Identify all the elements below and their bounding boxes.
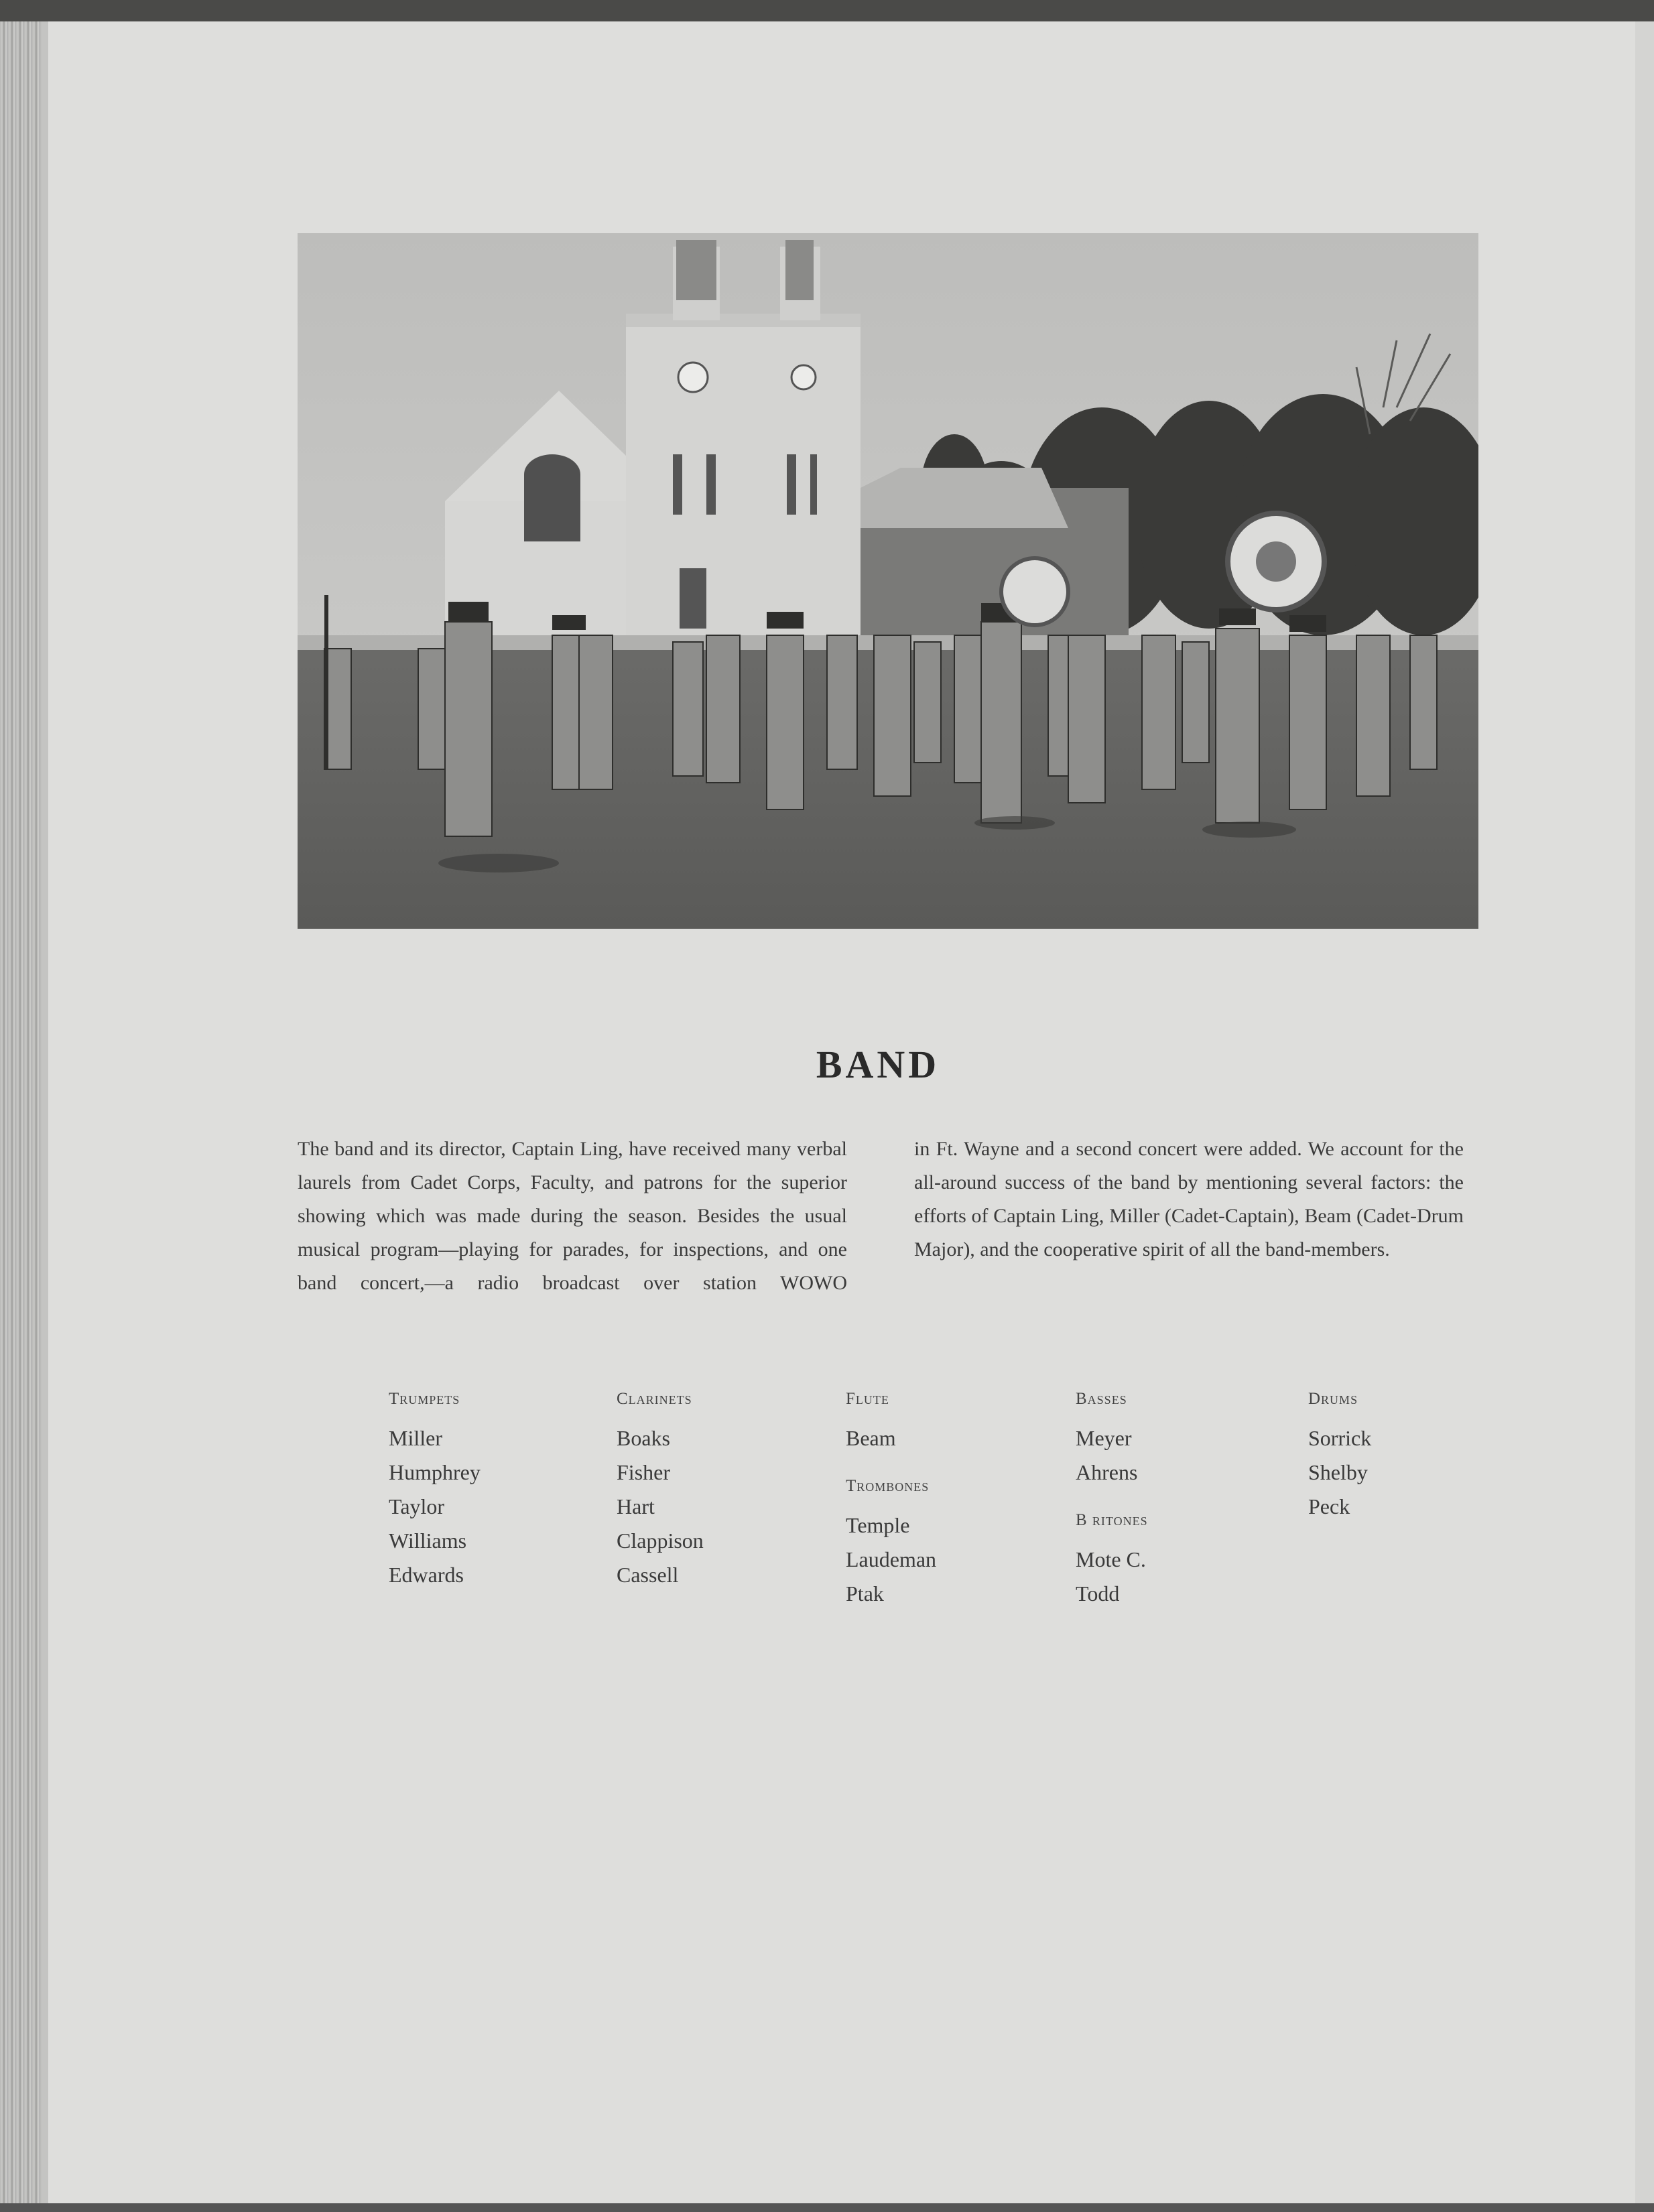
paragraph-left: The band and its director, Captain Ling, have received many verbal laurels from Cadet Corps, Faculty, and patrons for the superior showing which was made during the season. Besides the usual musical program—playing for parades, for inspections, and one band concert,—a radio broadcast over station WOWO [298, 1138, 847, 1294]
member-name: Edwards [389, 1563, 464, 1587]
binding-edge [42, 21, 48, 2203]
member-name: Boaks [617, 1426, 670, 1450]
section-heading: BAND [816, 1043, 940, 1086]
scan-top-border [0, 0, 1654, 21]
book-binding [0, 21, 42, 2203]
member-name: Todd [1076, 1581, 1120, 1606]
roster-basses-baritones [1076, 1382, 1148, 1611]
section-label-clarinets: Clarinets [617, 1390, 692, 1408]
member-name: Laudeman [846, 1547, 937, 1571]
section-label-basses: Basses [1076, 1390, 1127, 1408]
roster-trumpets [389, 1382, 481, 1592]
member-name: Peck [1308, 1494, 1350, 1518]
member-name: Ptak [846, 1581, 884, 1606]
member-name: Beam [846, 1426, 896, 1450]
roster-flute-trombones [846, 1382, 936, 1611]
roster-drums [1308, 1382, 1371, 1524]
member-name: Sorrick [1308, 1426, 1372, 1450]
member-name: Hart [617, 1494, 655, 1518]
roster-clarinets [617, 1382, 704, 1592]
member-name: Temple [846, 1513, 910, 1537]
page-right-edge [1635, 21, 1654, 2203]
section-label-drums: Drums [1308, 1390, 1358, 1408]
section-label-trombones: Trombones [846, 1477, 930, 1495]
member-name: Mote C. [1076, 1547, 1146, 1571]
section-label-trumpets: Trumpets [389, 1390, 460, 1408]
member-name: Meyer [1076, 1426, 1132, 1450]
section-label-flute: Flute [846, 1390, 889, 1408]
member-name: Ahrens [1076, 1460, 1138, 1484]
member-name: Fisher [617, 1460, 670, 1484]
member-name: Taylor [389, 1494, 445, 1518]
member-name: Shelby [1308, 1460, 1368, 1484]
member-name: Clappison [617, 1528, 704, 1553]
band-photo [298, 233, 1478, 929]
member-name: Humphrey [389, 1460, 481, 1484]
scan-bottom-border [0, 2203, 1654, 2212]
member-name: Cassell [617, 1563, 679, 1587]
member-name: Williams [389, 1528, 467, 1553]
section-label-baritones: B ritones [1076, 1511, 1148, 1529]
paragraph-right: in Ft. Wayne and a second concert were added. We account for the all-around success of the band by mentioning several factors: the efforts of Captain Ling, Miller (Cadet-Captain), Beam (Cadet-Drum Major), and the cooperative spirit of all the band-members. [914, 1138, 1464, 1260]
member-name: Miller [389, 1426, 442, 1450]
